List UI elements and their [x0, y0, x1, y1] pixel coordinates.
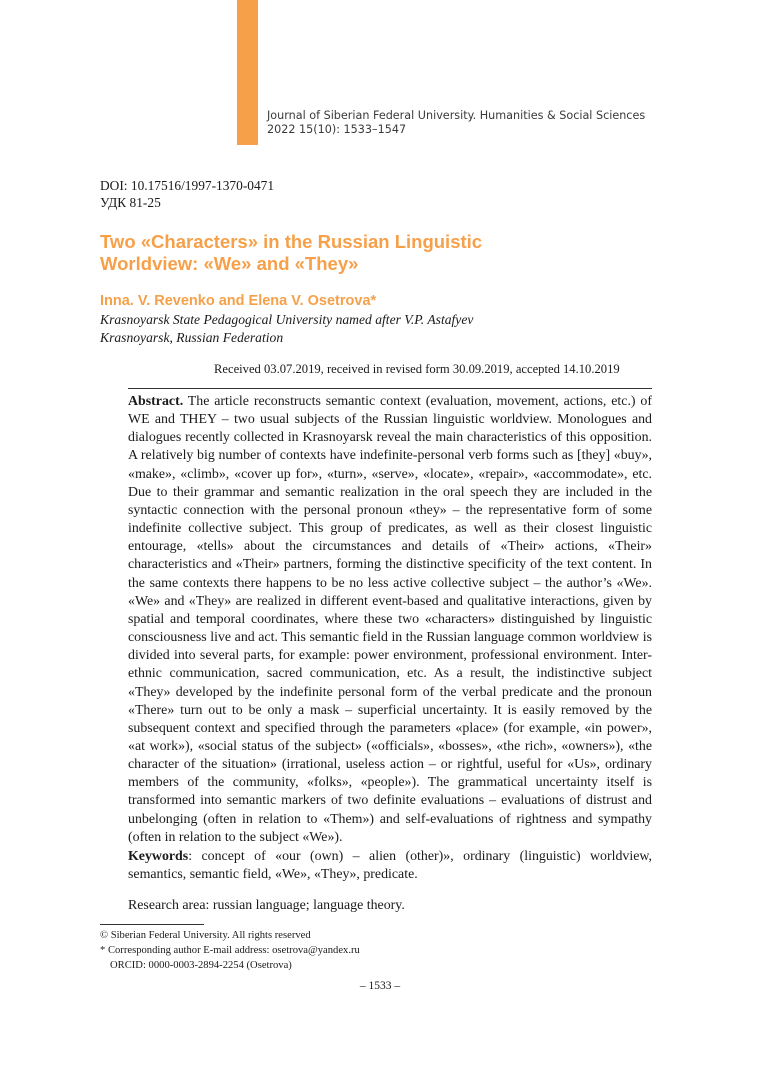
keywords-text: : concept of «our (own) – alien (other)», ordinary (linguistic) worldview, semantics, semantic field, «We», «They», predicate. — [128, 849, 652, 883]
footnotes — [100, 928, 360, 974]
udk: УДК 81-25 — [100, 195, 161, 210]
journal-header — [267, 109, 645, 137]
doi: DOI: 10.17516/1997-1370-0471 — [100, 178, 275, 193]
affiliation-location: Krasnoyarsk, Russian Federation — [100, 330, 284, 345]
accent-bar — [237, 0, 258, 145]
abstract-label: Abstract. — [128, 394, 184, 409]
title-line-2: Worldview: «We» and «They» — [100, 253, 359, 274]
page-number: – 1533 – — [359, 980, 401, 992]
affiliation — [100, 311, 473, 347]
copyright-note: © Siberian Federal University. All rights reserved — [100, 930, 311, 941]
journal-name: Journal of Siberian Federal University. Humanities & Social Sciences — [267, 109, 646, 122]
article-title — [100, 231, 560, 275]
footnote-divider — [100, 924, 204, 925]
received-dates: Received 03.07.2019, received in revised form 30.09.2019, accepted 14.10.2019 — [214, 362, 620, 376]
affiliation-institution: Krasnoyarsk State Pedagogical University named after V.P. Astafyev — [100, 312, 474, 327]
authors: Inna. V. Revenko and Elena V. Osetrova* — [100, 293, 377, 309]
title-line-1: Two «Characters» in the Russian Linguistic — [100, 231, 483, 252]
article-meta — [100, 177, 274, 211]
orcid-note: ORCID: 0000-0003-2894-2254 (Osetrova) — [110, 960, 292, 972]
corresponding-author-note: * Corresponding author E-mail address: osetrova@yandex.ru — [100, 945, 360, 957]
keywords — [128, 848, 652, 884]
journal-issue: 2022 15(10): 1533–1547 — [267, 123, 407, 136]
abstract-text: The article reconstructs semantic context (evaluation, movement, actions, etc.) of WE and THEY – two usual subjects of the Russian linguistic worldview. Monologues and dialogues recently collected in Krasnoyarsk reveal the main characteristics of this opposition. A relatively big number of contexts have indefinite-personal verb forms such as [they] «buy», «make», «climb», «cover up for», «turn», «serve», «locate», «repair», «accommodate», etc. Due to their grammar and semantic realization in the oral speech they are included in the syntactic connection with the personal pronoun «they» – the representative form of some indefinite collective subject. This group of predicates, as well as their closest linguistic entourage, «tells» about the circumstances and details of «Their» actions, «Their» characteristics and «Their» partners, forming the distinctive specificity of the text content. In the same contexts there happens to be no less active collective subject – the author’s «We». «We» and «They» are realized in different event-based and qualitative interactions, given by spatial and temporal coordinates, where these two «characters» distinguished by linguistic consciousness live and act. This semantic field in the Russian language common worldview is divided into several parts, for example: power environment, professional environment. Inter-ethnic communication, sacred communication, etc. As a result, the indistinctive subject «They» developed by the indefinite personal form of the verbal predicate and the pronoun «There» turn out to be only a mask – superficial uncertainty. It is easily removed by the subsequent context and specified through the parameters «place» (for example, «in power», «at work»), «social status of the subject» («officials», «bosses», «the rich», «owners»), «the character of the situation» (irrational, useless action – or rightful, useful for «Us», ordinary members of the community, «folks», «people»). The grammatical uncertainty itself is transformed into semantic markers of two definite evaluations – evaluations of distrust and unbelonging (often in relation to «Them») and self-evaluations of rightness and sympathy (often in relation to the subject «We»). — [128, 394, 652, 845]
research-area: Research area: russian language; language theory. — [128, 898, 405, 913]
keywords-label: Keywords — [128, 849, 189, 864]
abstract — [128, 393, 652, 847]
abstract-divider — [128, 388, 652, 389]
